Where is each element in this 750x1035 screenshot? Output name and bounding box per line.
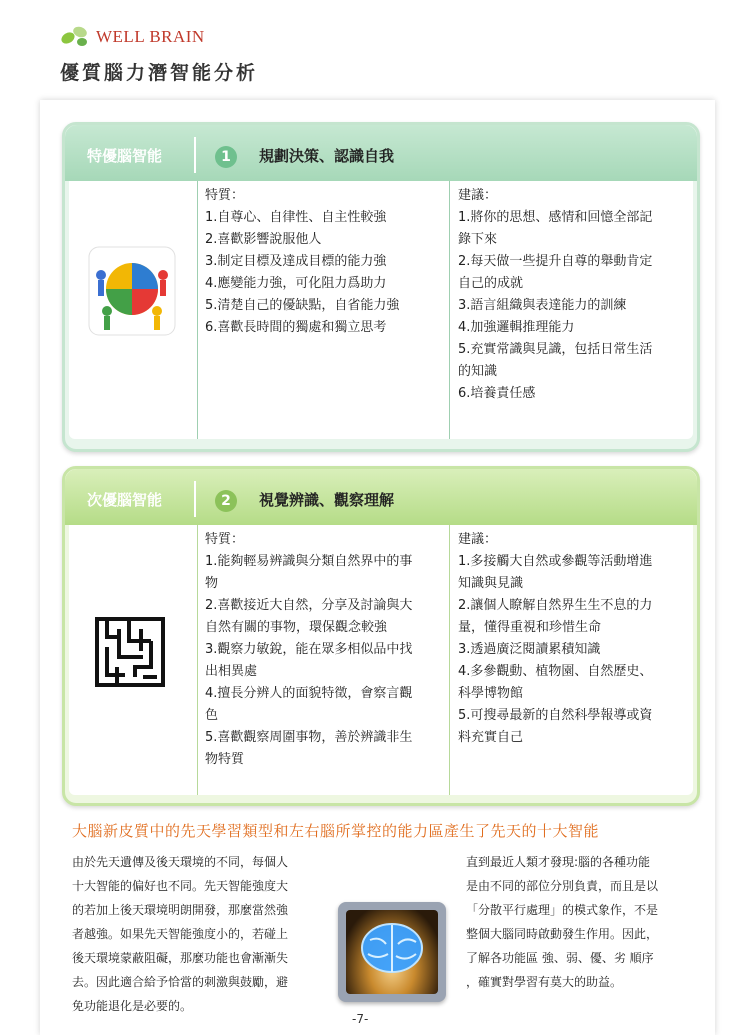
card-tag: 特優腦智能 [87, 147, 163, 165]
header-divider [194, 481, 196, 517]
paragraph-line: 去。因此適合給予恰當的刺激與鼓勵，避 [72, 975, 289, 989]
traits-heading: 特質： [205, 532, 245, 547]
advice-line: 量，懂得重視和珍惜生命 [458, 620, 602, 635]
header-divider [194, 137, 196, 173]
traits-column [205, 529, 445, 771]
intelligence-card-1 [62, 122, 700, 452]
paragraph-line: 後天環境蒙蔽阻礙，那麼功能也會漸漸失 [72, 951, 289, 965]
trait-line: 3.制定目標及達成目標的能力強 [205, 254, 387, 269]
page-header [0, 0, 750, 100]
advice-line: 科學博物館 [458, 686, 524, 701]
card-number-badge: 1 [215, 146, 237, 168]
page-title: 優質腦力潛智能分析 [60, 62, 259, 84]
card-title: 視覺辨識、觀察理解 [259, 491, 395, 509]
card-header [65, 469, 697, 525]
advice-line: 6.培養責任感 [458, 386, 536, 401]
card-body [69, 525, 693, 795]
advice-line: 4.加強邏輯推理能力 [458, 320, 575, 335]
right-paragraph [466, 850, 706, 994]
paragraph-line: 由於先天遺傳及後天環境的不同，每個人 [72, 855, 289, 869]
advice-line: 知識與見識 [458, 576, 524, 591]
column-divider [197, 181, 198, 439]
paragraph-line: 的若加上後天環境明朗開發，那麼當然強 [72, 903, 289, 917]
card-header [65, 125, 697, 181]
paragraph-line: 十大智能的偏好也不同。先天智能強度大 [72, 879, 289, 893]
advice-line: 3.語言組織與表達能力的訓練 [458, 298, 627, 313]
paragraph-line: 免功能退化是必要的。 [72, 999, 193, 1013]
column-divider [449, 181, 450, 439]
trait-line: 6.喜歡長時間的獨處和獨立思考 [205, 320, 387, 335]
advice-line: 1.將你的思想、感情和回憶全部記 [458, 210, 653, 225]
card-number-badge: 2 [215, 490, 237, 512]
paragraph-line: 了解各功能區 強、弱、優、劣 順序 [466, 951, 654, 965]
advice-column [458, 185, 690, 405]
advice-heading: 建議： [458, 532, 498, 547]
advice-heading: 建議： [458, 188, 498, 203]
section-heading: 大腦新皮質中的先天學習類型和左右腦所掌控的能力區產生了先天的十大智能 [72, 822, 600, 840]
paragraph-line: ，確實對學習有莫大的助益。 [466, 975, 623, 989]
advice-line: 3.透過廣泛閱讀累積知識 [458, 642, 601, 657]
advice-line: 自己的成就 [458, 276, 524, 291]
paragraph-line: 整個大腦同時啟動發生作用。因此， [466, 927, 659, 941]
column-divider [449, 525, 450, 795]
advice-line: 的知識 [458, 364, 498, 379]
trait-line: 4.應變能力強，可化阻力爲助力 [205, 276, 387, 291]
trait-line: 2.喜歡影響說服他人 [205, 232, 322, 247]
maze-icon [95, 617, 165, 687]
advice-line: 1.多接觸大自然或參觀等活動增進 [458, 554, 653, 569]
trait-line: 物特質 [205, 752, 245, 767]
brain-icon [346, 910, 438, 994]
trait-line: 自然有關的事物，環保觀念較強 [205, 620, 388, 635]
trait-line: 物 [205, 576, 219, 591]
puzzle-people-icon [87, 245, 177, 337]
trait-line: 1.能夠輕易辨識與分類自然界中的事 [205, 554, 413, 569]
paragraph-line: 直到最近人類才發現:腦的各種功能 [466, 855, 651, 869]
column-divider [197, 525, 198, 795]
page-number: -7- [352, 1012, 369, 1026]
advice-line: 2.每天做一些提升自尊的舉動肯定 [458, 254, 653, 269]
paragraph-line: 者越強。如果先天智能強度小的，若碰上 [72, 927, 289, 941]
traits-column [205, 185, 445, 339]
trait-line: 5.清楚自己的優缺點，自省能力強 [205, 298, 400, 313]
advice-line: 5.可搜尋最新的自然科學報導或資 [458, 708, 653, 723]
advice-line: 4.多參觀動、植物園、自然歷史、 [458, 664, 653, 679]
advice-line: 料充實自己 [458, 730, 524, 745]
trait-line: 3.觀察力敏銳，能在眾多相似品中找 [205, 642, 413, 657]
trait-line: 5.喜歡觀察周圍事物，善於辨識非生 [205, 730, 413, 745]
left-paragraph [72, 850, 332, 1018]
advice-column [458, 529, 690, 749]
trait-line: 4.擅長分辨人的面貌特徵，會察言觀 [205, 686, 413, 701]
advice-line: 錄下來 [458, 232, 498, 247]
logo-leaves-icon [60, 24, 94, 48]
trait-line: 1.自尊心、自律性、自主性較強 [205, 210, 387, 225]
trait-line: 色 [205, 708, 219, 723]
trait-line: 2.喜歡接近大自然，分享及討論與大 [205, 598, 413, 613]
logo-text: WELL BRAIN [96, 27, 205, 46]
intelligence-card-2 [62, 466, 700, 806]
advice-line: 2.讓個人瞭解自然界生生不息的力 [458, 598, 653, 613]
trait-line: 出相異處 [205, 664, 258, 679]
brain-image [338, 902, 446, 1002]
traits-heading: 特質： [205, 188, 245, 203]
advice-line: 5.充實常識與見識，包括日常生活 [458, 342, 653, 357]
card-tag: 次優腦智能 [87, 491, 163, 509]
card-body [69, 181, 693, 439]
paragraph-line: 「分散平行處理」的模式象作，不是 [466, 903, 659, 917]
card-title: 規劃決策、認識自我 [259, 147, 395, 165]
paragraph-line: 是由不同的部位分別負責，而且是以 [466, 879, 659, 893]
